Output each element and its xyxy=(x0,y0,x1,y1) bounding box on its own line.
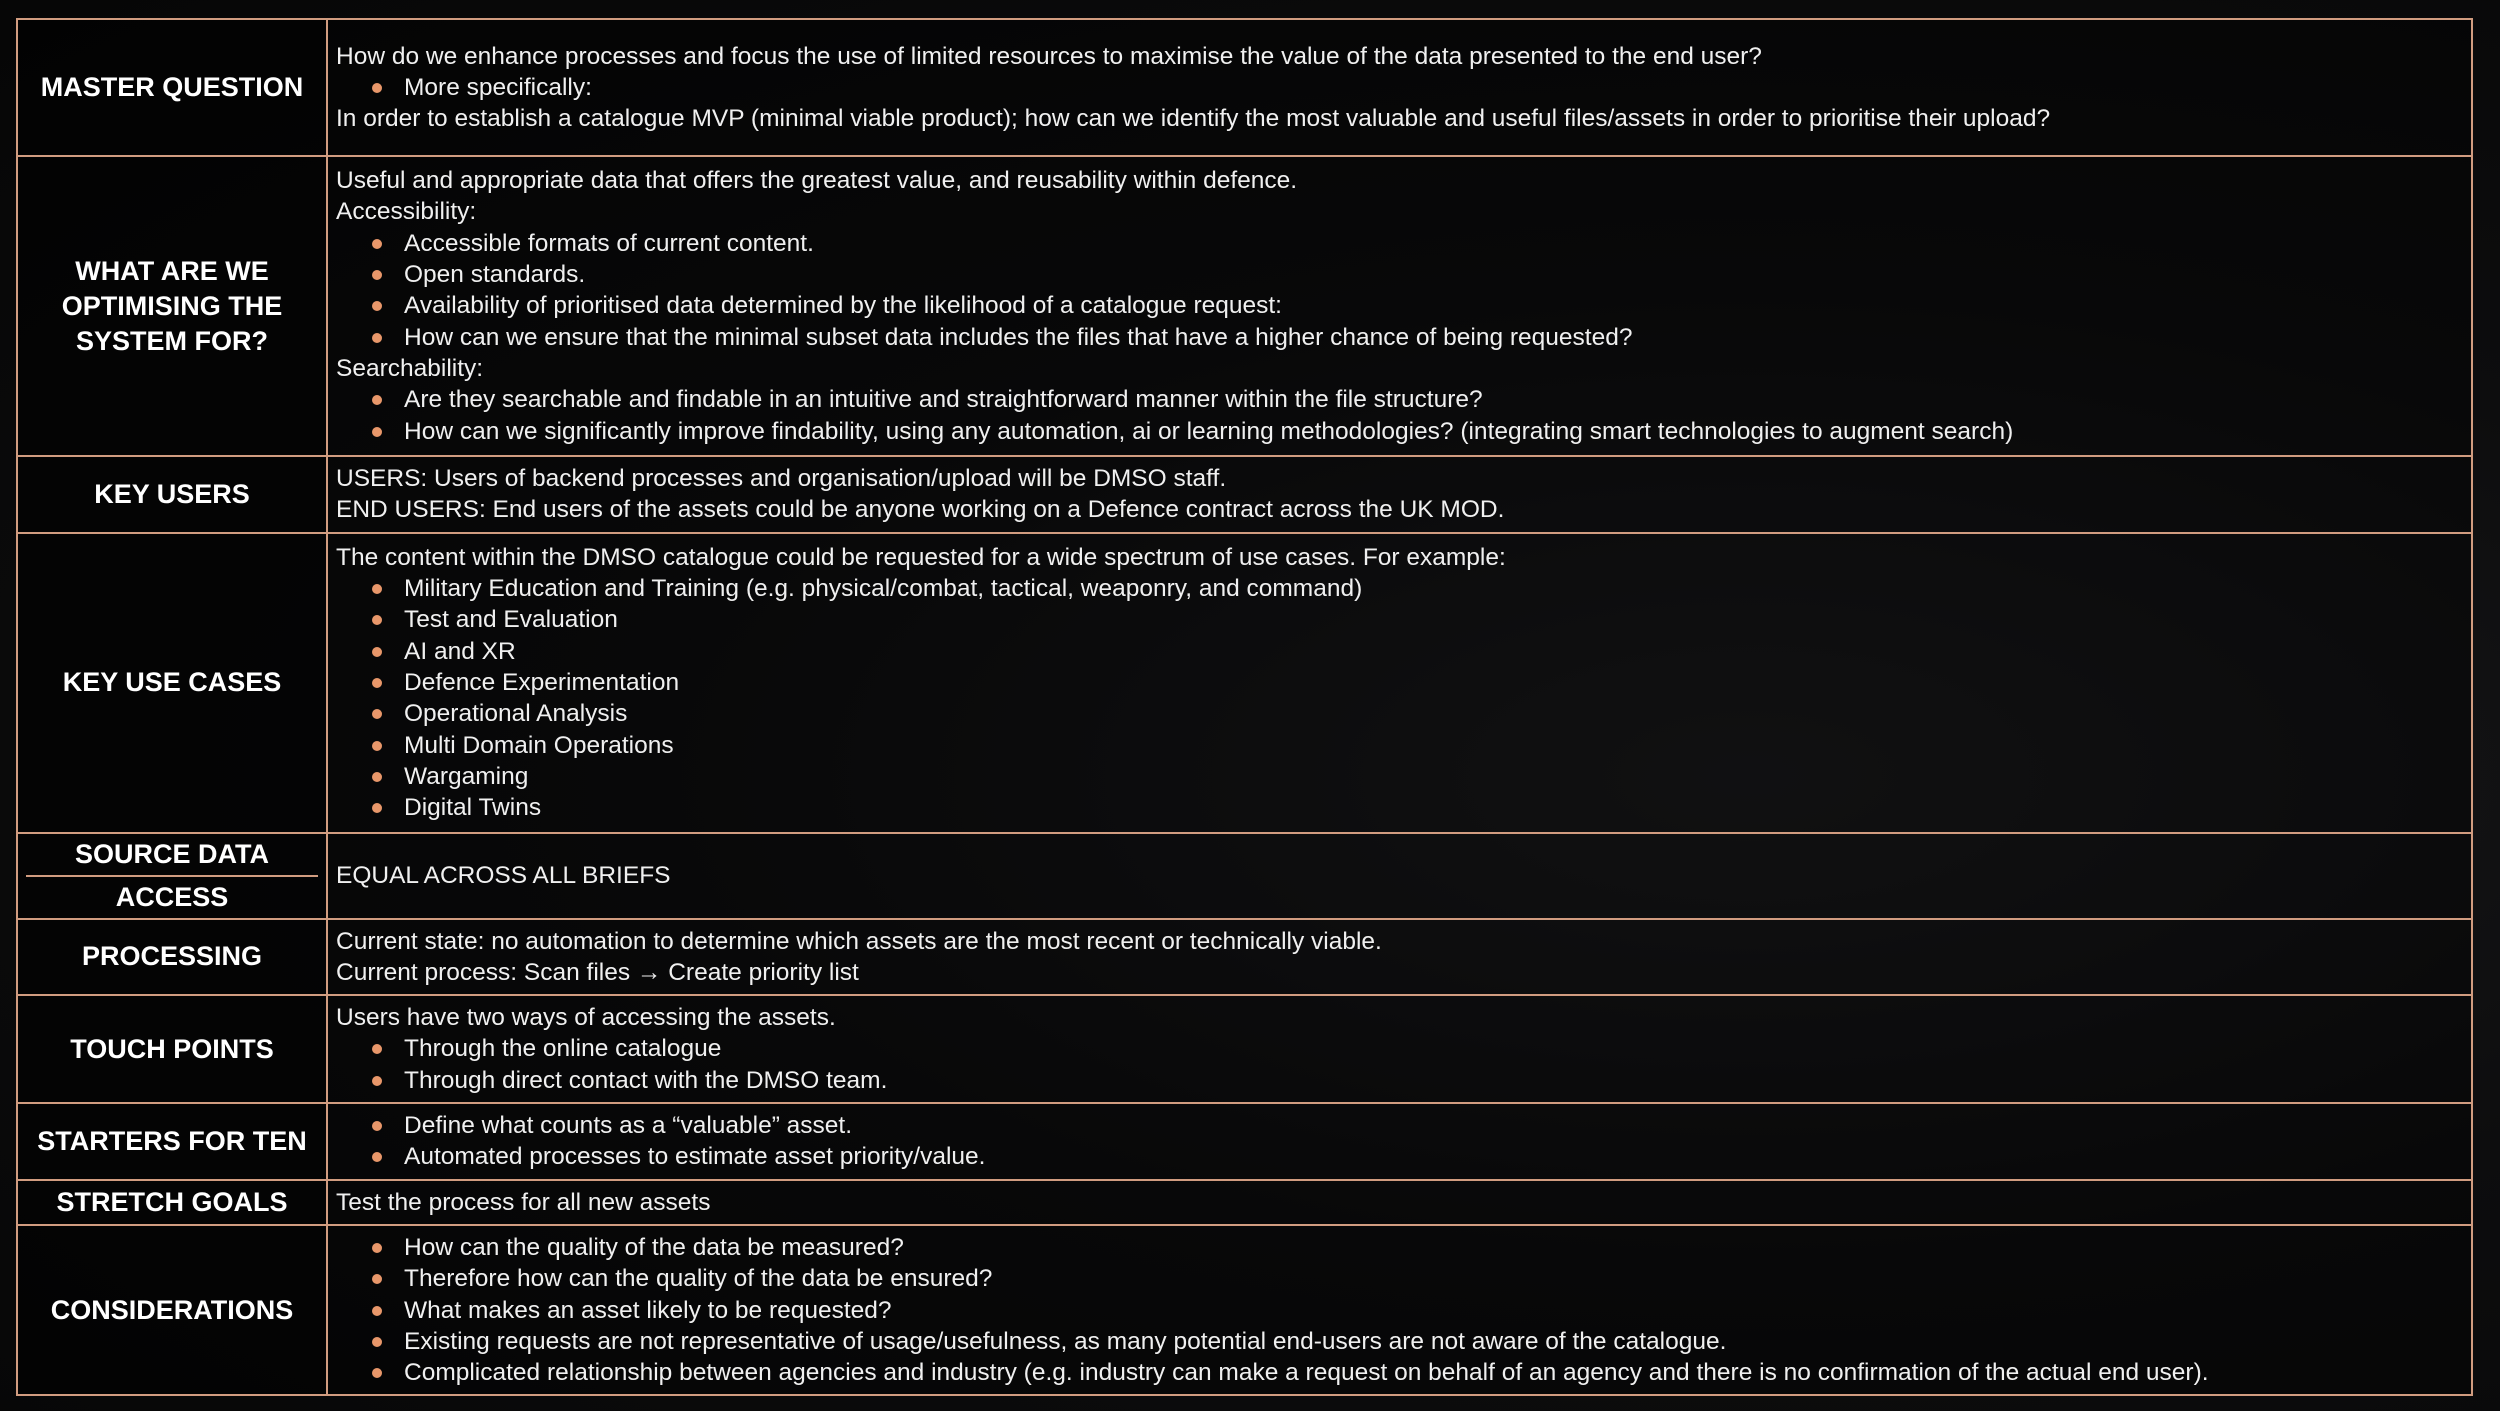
row-label-part: SOURCE DATA xyxy=(75,838,269,869)
bullet-item: Military Education and Training (e.g. physical/combat, tactical, weaponry, and command) xyxy=(336,573,2463,604)
row-content-touch-points xyxy=(327,995,2472,1103)
row-stretch-goals xyxy=(17,1180,2472,1225)
row-content-processing xyxy=(327,919,2472,996)
brief-table-body xyxy=(17,19,2472,1395)
bullet-item: Through direct contact with the DMSO team. xyxy=(336,1065,2463,1096)
text-line: In order to establish a catalogue MVP (minimal viable product); how can we identify the most valuable and useful files/assets in order to prioritise their upload? xyxy=(336,105,2051,133)
bullet-item: Operational Analysis xyxy=(336,698,2463,729)
row-what-are-we-optimising-the-system-for xyxy=(17,156,2472,456)
text-line: Searchability: xyxy=(336,354,484,382)
bullet-item: Test and Evaluation xyxy=(336,604,2463,635)
bullet-item: What makes an asset likely to be requested? xyxy=(336,1295,2463,1326)
text-line: USERS: Users of backend processes and organisation/upload will be DMSO staff. xyxy=(336,465,1227,492)
text-line: The content within the DMSO catalogue could be requested for a wide spectrum of use cases. For example: xyxy=(336,543,1506,571)
bullet-item: Define what counts as a “valuable” asset. xyxy=(336,1110,2463,1141)
bullet-item: Open standards. xyxy=(336,259,2463,290)
text-line: Accessibility: xyxy=(336,198,477,226)
bullet-item: Wargaming xyxy=(336,761,2463,792)
bullet-item: Availability of prioritised data determined by the likelihood of a catalogue request: xyxy=(336,290,2463,321)
text-line: How do we enhance processes and focus the use of limited resources to maximise the value of the data presented to the end user? xyxy=(336,42,1762,70)
row-source-data-access xyxy=(17,833,2472,919)
row-label-key-users: KEY USERS xyxy=(17,456,327,533)
bullet-item: Defence Experimentation xyxy=(336,667,2463,698)
bullet-item: How can we ensure that the minimal subset data includes the files that have a higher chance of being requested? xyxy=(336,322,2463,353)
row-label-stretch-goals: STRETCH GOALS xyxy=(17,1180,327,1225)
challenge-brief-table xyxy=(16,18,2473,1396)
text-line: Users have two ways of accessing the assets. xyxy=(336,1004,836,1032)
row-label-starters-for-ten: STARTERS FOR TEN xyxy=(17,1103,327,1180)
bullet-item: Therefore how can the quality of the data be ensured? xyxy=(336,1263,2463,1294)
text-line: Current state: no automation to determine which assets are the most recent or technically viable. xyxy=(336,927,1382,955)
row-label-key-use-cases: KEY USE CASES xyxy=(17,533,327,833)
row-content-master-question xyxy=(327,19,2472,156)
row-master-question xyxy=(17,19,2472,156)
bullet-item: Accessible formats of current content. xyxy=(336,228,2463,259)
bullet-item: Existing requests are not representative of usage/usefulness, as many potential end-users are not aware of the catalogue. xyxy=(336,1326,2463,1357)
row-label-considerations: CONSIDERATIONS xyxy=(17,1225,327,1395)
row-content-starters-for-ten xyxy=(327,1103,2472,1180)
bullet-item: Complicated relationship between agencies and industry (e.g. industry can make a request on behalf of an agency and there is no confirmation of the actual end user). xyxy=(336,1357,2463,1388)
row-processing xyxy=(17,919,2472,996)
bullet-item: Through the online catalogue xyxy=(336,1033,2463,1064)
bullet-item: Are they searchable and findable in an intuitive and straightforward manner within the file structure? xyxy=(336,384,2463,415)
row-label-source-data-access xyxy=(17,833,327,919)
row-content-considerations xyxy=(327,1225,2472,1395)
row-content-stretch-goals xyxy=(327,1180,2472,1225)
row-touch-points xyxy=(17,995,2472,1103)
bullet-item: Digital Twins xyxy=(336,792,2463,823)
row-key-use-cases xyxy=(17,533,2472,833)
row-key-users xyxy=(17,456,2472,533)
row-considerations xyxy=(17,1225,2472,1395)
bullet-item: More specifically: xyxy=(336,72,2463,103)
text-line: END USERS: End users of the assets could be anyone working on a Defence contract across the UK MOD. xyxy=(336,496,1505,524)
text-line: Test the process for all new assets xyxy=(336,1188,711,1216)
bullet-item: Automated processes to estimate asset priority/value. xyxy=(336,1141,2463,1172)
row-label-part: ACCESS xyxy=(26,875,318,918)
row-label-touch-points: TOUCH POINTS xyxy=(17,995,327,1103)
row-content-key-users xyxy=(327,456,2472,533)
bullet-item: AI and XR xyxy=(336,636,2463,667)
bullet-item: How can we significantly improve findability, using any automation, ai or learning methodologies? (integrating smart technologies to augment search) xyxy=(336,416,2463,447)
row-starters-for-ten xyxy=(17,1103,2472,1180)
bullet-item: Multi Domain Operations xyxy=(336,730,2463,761)
bullet-item: How can the quality of the data be measured? xyxy=(336,1232,2463,1263)
text-line: Useful and appropriate data that offers the greatest value, and reusability within defence. xyxy=(336,167,1298,195)
row-content-what-are-we-optimising-the-system-for xyxy=(327,156,2472,456)
row-content-key-use-cases xyxy=(327,533,2472,833)
row-label-processing: PROCESSING xyxy=(17,919,327,996)
row-label-master-question: MASTER QUESTION xyxy=(17,19,327,156)
row-label-what-are-we-optimising-the-system-for: WHAT ARE WE OPTIMISING THE SYSTEM FOR? xyxy=(17,156,327,456)
text-line: Current process: Scan files → Create priority list xyxy=(336,958,859,986)
row-content-source-data-access xyxy=(327,833,2472,919)
text-line: EQUAL ACROSS ALL BRIEFS xyxy=(336,861,671,889)
